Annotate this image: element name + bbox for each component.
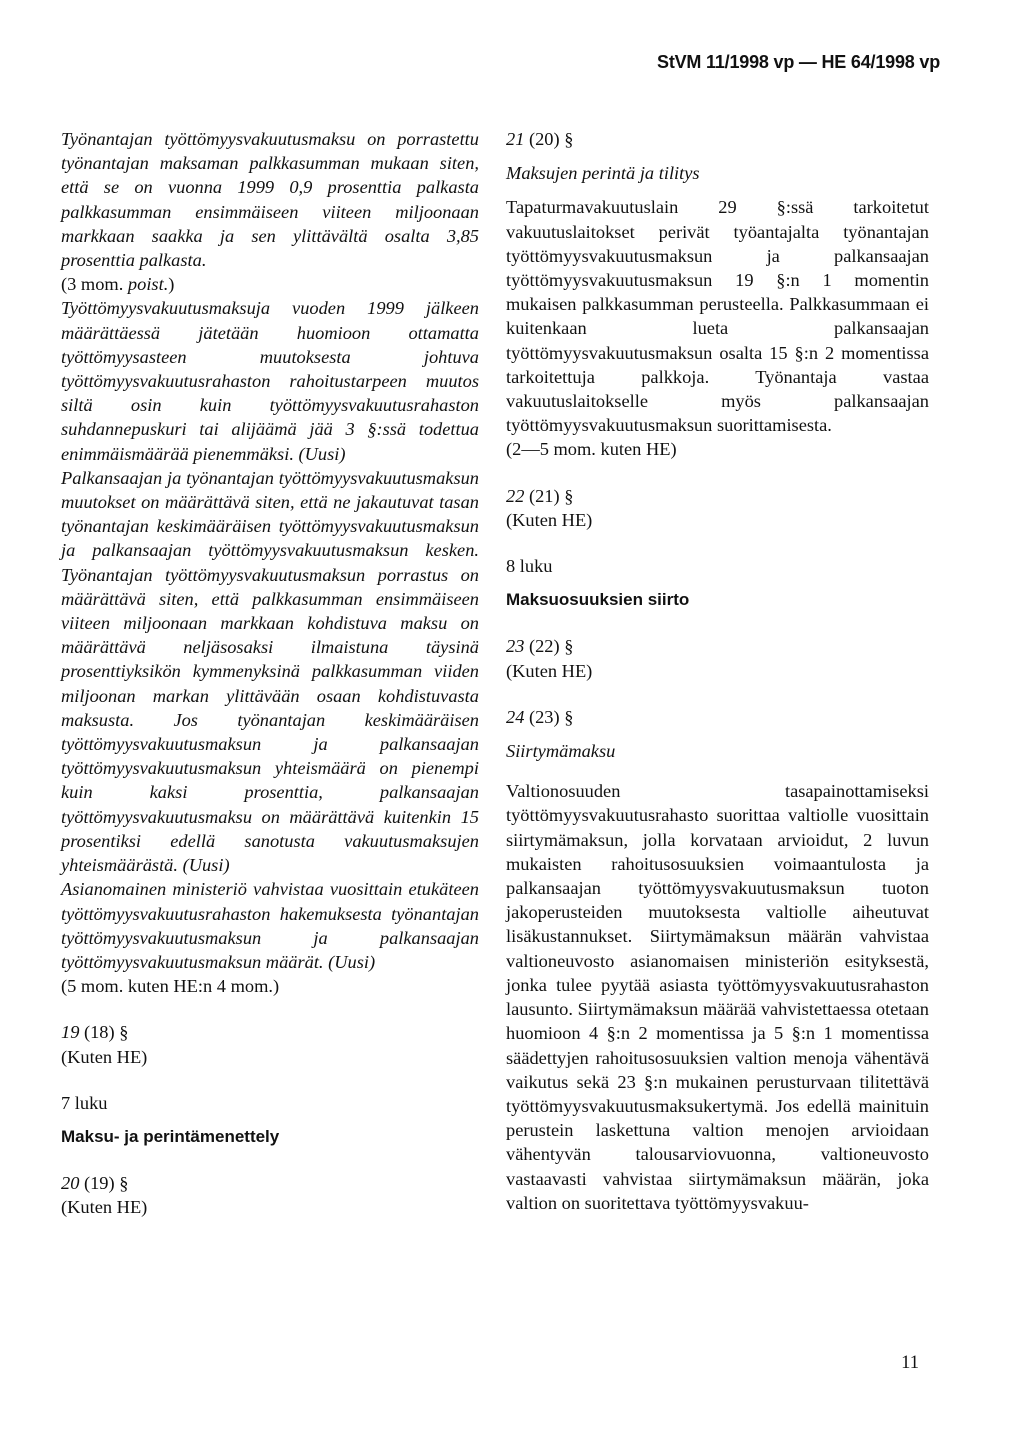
section-body-20: (Kuten HE) — [61, 1197, 148, 1218]
paragraph-ministry: Asianomainen ministeriö vahvistaa vuosittain etukäteen työttömyysvakuutusrahaston hakemuksesta työnantajan työttömyysvakuutusmaksun ja palkansaajan työttömyysvakuutusmaksun määrät. (Uusi) — [61, 879, 479, 972]
chapter-title-8: Maksuosuuksien siirto — [506, 590, 690, 610]
paragraph-mom5: (5 mom. kuten HE:n 4 mom.) — [61, 976, 280, 997]
chapter-title-7: Maksu- ja perintämenettely — [61, 1126, 280, 1146]
section-number-23: 23 — [506, 636, 525, 657]
section-suffix-20: (19) § — [79, 1173, 129, 1194]
section-suffix-22: (21) § — [524, 485, 574, 506]
removed-note-suffix: ) — [168, 274, 175, 295]
removed-note-word: poist. — [127, 274, 169, 295]
removed-note-prefix: (3 mom. — [61, 274, 128, 295]
page-number: 11 — [901, 1353, 919, 1373]
paragraph-removed-note — [61, 272, 479, 296]
section-title-24: Siirtymämaksu — [506, 741, 616, 762]
paragraph-changes: Palkansaajan ja työnantajan työttömyysvakuutusmaksun muutokset on määrättävä siten, että ne jakautuvat tasan työnantajan keskimääräisen työttömyysvakuutusmaksun ja palkansaajan työttömyysvakuutusmaksun kesken. Työnantajan työttömyysvakuutusmaksun porrastus on määrättävä siten, että palkkasumman ensimmäiseen viiteen miljoonaan markkaan kohdistuva maksu on määrättävä neljäsosaksi ilmaistuna täysinä prosenttiyksikön kymmenyksinä palkkasumman viiden miljoonan markan ylittävään osaan kohdistuvasta maksusta. Jos työnantajan keskimääräisen työttömyysvakuutusmaksun ja palkansaajan työttömyysvakuutusmaksun yhteismäärä on pienempi kuin kaksi prosenttia, palkansaajan työttömyysvakuutusmaksu on määrättävä kuitenkin 15 prosentiksi edellä sanotusta vakuutusmaksujen yhteismäärästä. (Uusi) — [61, 467, 479, 876]
section-body-23: (Kuten HE) — [506, 660, 593, 681]
document-reference: StVM 11/1998 vp — HE 64/1998 vp — [657, 52, 940, 72]
section-suffix-24: (23) § — [524, 706, 574, 727]
paragraph-collection: Tapaturmavakuutuslain 29 §:ssä tarkoitetut vakuutuslaitokset perivät työantajalta työnantajan työttömyysvakuutusmaksun ja palkansaajan työttömyysvakuutusmaksun 19 §:n 1 momentin mukaisen palkkasumman perusteella. Palkkasummaan ei kuitenkaan lueta palkansaajan työttömyysvakuutusmaksun osalta 15 §:n 2 momentissa tarkoitettuja palkkoja. Työnantaja vastaa vakuutuslaitokselle myös palkansaajan työttömyysvakuutusmaksun suorittamisesta. — [506, 197, 929, 436]
section-number-22: 22 — [506, 485, 525, 506]
section-body-19: (Kuten HE) — [61, 1046, 148, 1067]
section-heading-23 — [506, 634, 929, 658]
section-body-22: (Kuten HE) — [506, 509, 593, 530]
section-suffix-19: (18) § — [79, 1022, 129, 1043]
chapter-number-8: 8 luku — [506, 556, 553, 577]
section-title-21: Maksujen perintä ja tilitys — [506, 163, 700, 184]
paragraph-transition-fee: Valtionosuuden tasapainottamiseksi työttömyysvakuutusrahasto suorittaa valtiolle vuosittain siirtymämaksun, jolla korvataan arvioidut, 2 luvun mukaisten rahoitusosuuksien voimaantulosta ja palkansaajan työttömyysvakuutusmaksun tuoton jakoperusteiden muutoksesta valtiolle aiheutuvat lisäkustannukset. Siirtymämaksun määrän vahvistaa valtioneuvosto asianomaisen ministeriön esityksestä, jonka tulee pyytää asiasta työttömyysvakuutusrahaston lausunto. Siirtymämaksun määrää vahvistettaessa otetaan huomioon 4 §:n 2 momentissa ja 5 §:n 1 momentissa säädettyjen rahoitusosuuksien valtion menoja vähentävä vaikutus sekä 23 §:n mukainen perusturvaan tilitettävä työttömyysvakuutusmaksukertymä. Jos edellä mainituin perustein laskettuna valtion menojen arvioidaan vähentyvän talousarviovuonna, valtioneuvosto vastaavasti vahvistaa siirtymämaksun määrän, joka valtion on suoritettava työttömyysvakuu- — [506, 781, 929, 1213]
section-number-24: 24 — [506, 706, 525, 727]
section-suffix-23: (22) § — [524, 636, 574, 657]
left-column — [61, 127, 479, 1220]
right-column — [506, 127, 929, 1215]
paragraph-employer-rate: Työnantajan työttömyysvakuutusmaksu on porrastettu työnantajan maksaman palkkasumman mukaan siten, että se on vuonna 1999 0,9 prosenttia palkasta palkkasumman ensimmäiseen viiteen miljoonaan markkaan saakka ja sen ylittävältä osalta 3,85 prosenttia palkasta. — [61, 129, 479, 271]
paragraph-after-1999: Työttömyysvakuutusmaksuja vuoden 1999 jälkeen määrättäessä jätetään huomioon ottamatta työttömyysasteen muutoksesta johtuva työttömyysvakuutusrahaston rahoitustarpeen muutos siltä osin kuin työttömyysvakuutusrahaston suhdannepuskuri tai alijäämä jää 3 §:ssä todettua enimmäismäärää pienemmäksi. (Uusi) — [61, 298, 479, 464]
section-number-21: 21 — [506, 129, 525, 149]
section-heading-20 — [61, 1171, 479, 1195]
chapter-number-7: 7 luku — [61, 1092, 108, 1113]
paragraph-mom2-5: (2—5 mom. kuten HE) — [506, 439, 677, 460]
section-number-19: 19 — [61, 1022, 80, 1043]
section-number-20: 20 — [61, 1173, 80, 1194]
section-heading-22 — [506, 484, 929, 508]
section-heading-19 — [61, 1020, 479, 1044]
section-suffix-21: (20) § — [524, 129, 574, 149]
section-heading-24 — [506, 705, 929, 729]
section-heading-21 — [506, 127, 929, 151]
